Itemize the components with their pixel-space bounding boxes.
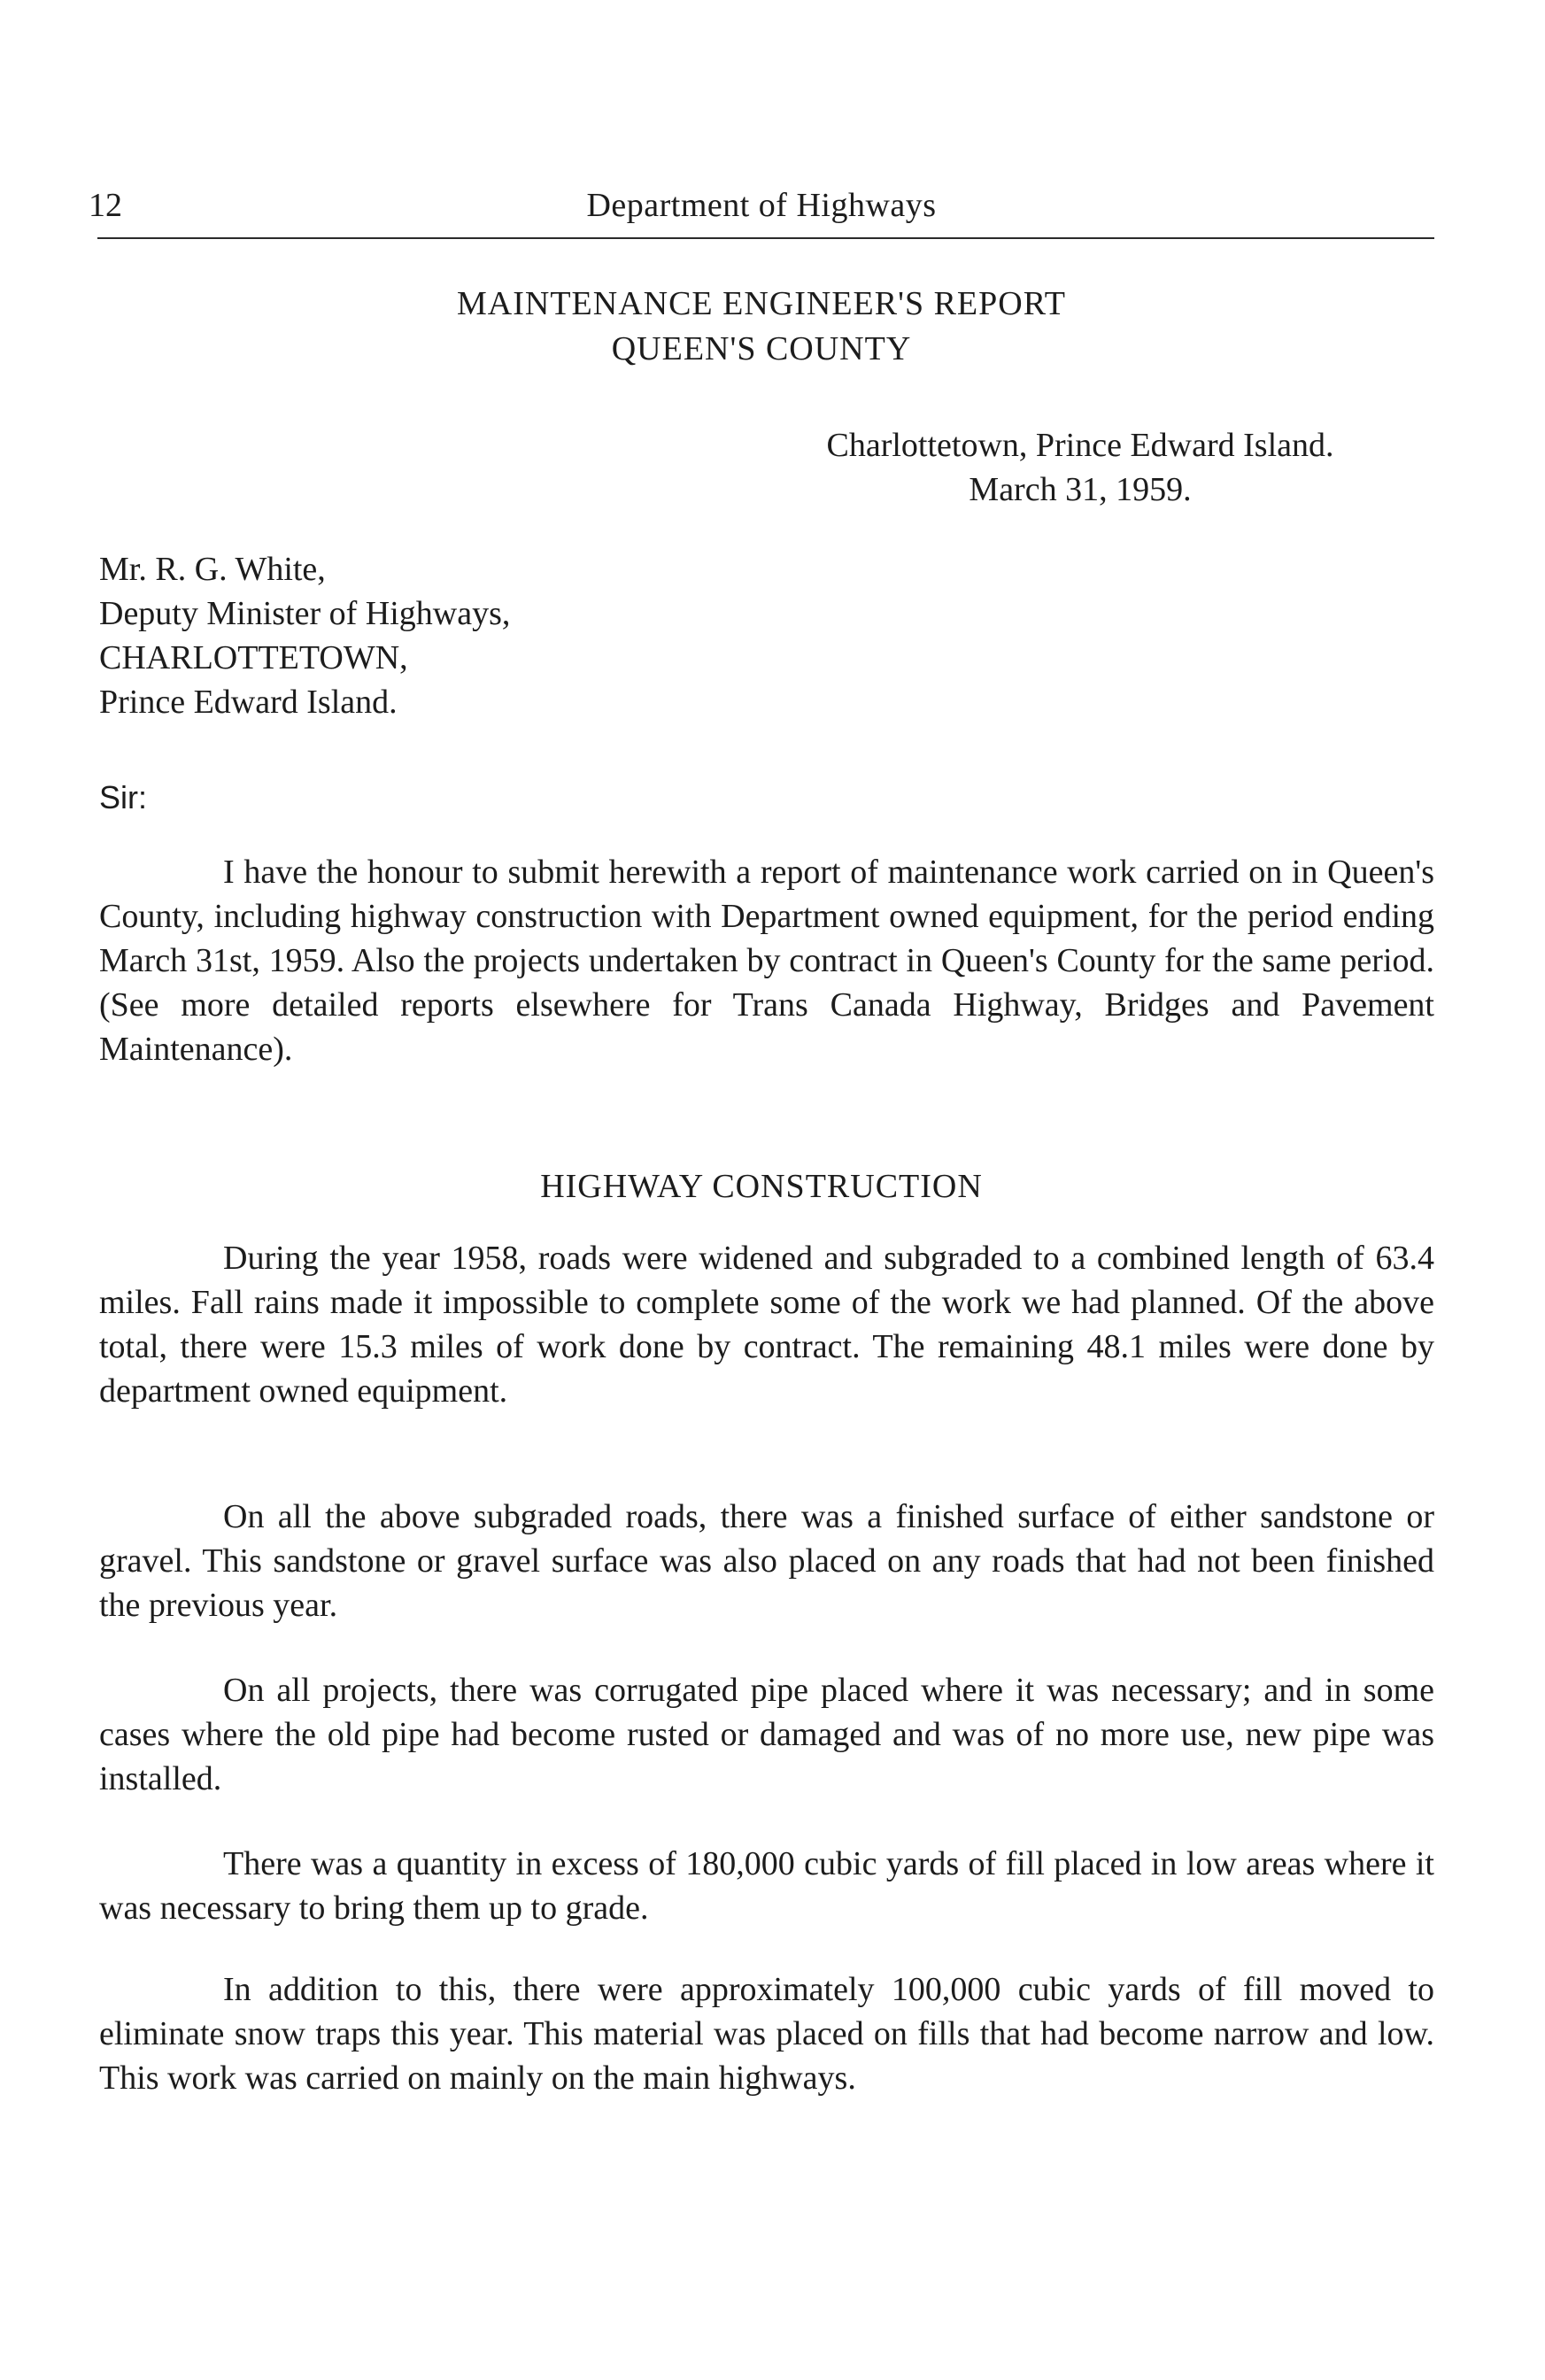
page-number: 12 [89, 187, 122, 224]
paragraph-subgrading: During the year 1958, roads were widened and subgraded to a combined length of 63.4 miles. Fall rains made it impossible to complete some of the work we had planned. Of the above total, there were 15.3 miles of work done by contract. The remaining 48.1 miles were done by department owned equipment. [99, 1240, 1434, 1410]
paragraph-fill: There was a quantity in excess of 180,000 cubic yards of fill placed in low areas where it was necessary to bring them up to grade. [99, 1845, 1434, 1927]
running-title: Department of Highways [586, 187, 937, 224]
report-title [89, 282, 1434, 372]
report-title-line2: QUEEN'S COUNTY [611, 330, 912, 367]
salutation: Sir: [99, 779, 147, 815]
addressee-name: Mr. R. G. White, [99, 551, 326, 588]
addressee-block [99, 547, 510, 724]
section-heading: HIGHWAY CONSTRUCTION [540, 1168, 983, 1205]
addressee-title: Deputy Minister of Highways, [99, 595, 511, 632]
header-rule [97, 237, 1434, 239]
place-line: Charlottetown, Prince Edward Island. [826, 427, 1334, 464]
intro-paragraph: I have the honour to submit herewith a report of maintenance work carried on in Queen's County, including highway construction with Department owned equipment, for the period ending March 31st, 1959. Also the projects undertaken by contract in Queen's County for the same period. (See more detailed reports elsewhere for Trans Canada Highway, Bridges and Pavement Maintenance). [99, 854, 1434, 1068]
paragraph-snow-traps: In addition to this, there were approximately 100,000 cubic yards of fill moved to eliminate snow traps this year. This material was placed on fills that had become narrow and low. This work was carried on mainly on the main highways. [99, 1971, 1434, 2097]
addressee-city: CHARLOTTETOWN, [99, 639, 408, 676]
page-header [89, 186, 1434, 234]
paragraph-pipe: On all projects, there was corrugated pipe placed where it was necessary; and in some cases where the old pipe had become rusted or damaged and was of no more use, new pipe was installed. [99, 1672, 1434, 1797]
place-and-date [726, 423, 1434, 512]
date-line: March 31, 1959. [969, 471, 1192, 508]
paragraph-surface: On all the above subgraded roads, there was a finished surface of either sandstone or gravel. This sandstone or gravel surface was also placed on any roads that had not been finished the previous year. [99, 1498, 1434, 1624]
addressee-province: Prince Edward Island. [99, 684, 398, 721]
report-title-line1: MAINTENANCE ENGINEER'S REPORT [457, 285, 1066, 322]
